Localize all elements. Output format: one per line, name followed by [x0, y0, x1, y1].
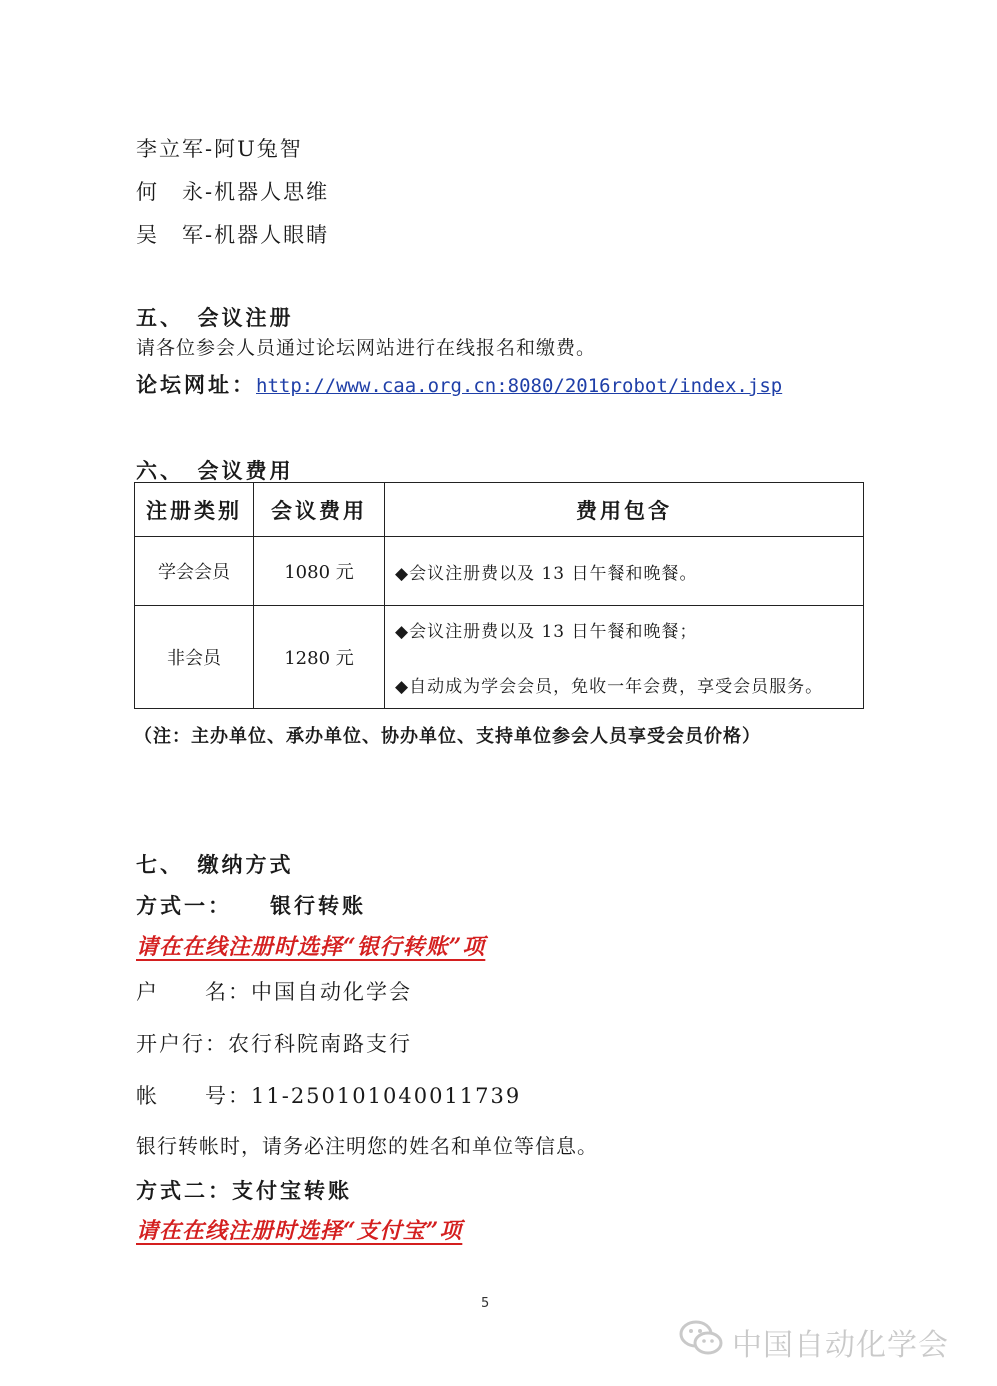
speaker-line-3: 吴 军-机器人眼睛 [136, 223, 330, 247]
account-name-label: 户 名： [136, 980, 251, 1004]
account-no-row [136, 1080, 521, 1110]
section6-title: 六、 会议费用 [136, 458, 294, 483]
bank-value: 农行科院南路支行 [228, 1032, 412, 1056]
fee-note: （注：主办单位、承办单位、协办单位、支持单位参会人员享受会员价格） [134, 726, 761, 747]
account-name-value: 中国自动化学会 [251, 980, 412, 1004]
method2-title: 方式二：支付宝转账 [136, 1178, 352, 1203]
section5-title: 五、 会议注册 [136, 305, 294, 330]
speaker-line-2: 何 永-机器人思维 [136, 180, 330, 204]
table-row [135, 537, 864, 606]
section5-desc: 请各位参会人员通过论坛网站进行在线报名和缴费。 [136, 337, 597, 359]
row-category: 学会会员 [135, 537, 254, 606]
method1-name: 银行转账 [270, 893, 366, 918]
account-no-value: 11-250101040011739 [251, 1084, 522, 1108]
forum-url-row [136, 369, 782, 399]
method1-hint: 请在在线注册时选择“银行转账”项 [136, 934, 486, 960]
forum-url-link[interactable]: http://www.caa.org.cn:8080/2016robot/index.jsp [256, 375, 783, 397]
page-number: 5 [481, 1296, 490, 1311]
table-row [135, 606, 864, 709]
speaker-line-1: 李立军-阿U兔智 [136, 137, 303, 161]
section7-title: 七、 缴纳方式 [136, 852, 294, 877]
row-fee: 1280 元 [254, 606, 385, 709]
forum-url-label: 论坛网址： [136, 372, 256, 397]
header-category: 注册类别 [135, 483, 254, 537]
account-no-label: 帐 号： [136, 1084, 251, 1108]
wechat-icon [678, 1318, 724, 1366]
method2-hint: 请在在线注册时选择“支付宝”项 [136, 1218, 463, 1244]
watermark [678, 1318, 949, 1366]
row-category: 非会员 [135, 606, 254, 709]
method1-label: 方式一： [136, 893, 232, 918]
include-item: ◆自动成为学会会员，免收一年会费，享受会员服务。 [395, 677, 824, 697]
row-includes [385, 537, 864, 606]
bank-label: 开户行： [136, 1032, 228, 1056]
include-item: ◆会议注册费以及 13 日午餐和晚餐； [395, 622, 698, 642]
include-item: ◆会议注册费以及 13 日午餐和晚餐。 [395, 563, 698, 584]
row-includes [385, 606, 864, 709]
account-name-row [136, 976, 412, 1006]
fee-table [134, 482, 864, 709]
row-fee: 1080 元 [254, 537, 385, 606]
header-fee: 会议费用 [254, 483, 385, 537]
method1-row [136, 890, 366, 920]
bank-row [136, 1028, 412, 1058]
watermark-text: 中国自动化学会 [732, 1328, 949, 1363]
fee-table-header [135, 483, 864, 537]
header-includes: 费用包含 [385, 483, 864, 537]
transfer-note: 银行转帐时，请务必注明您的姓名和单位等信息。 [136, 1134, 598, 1158]
